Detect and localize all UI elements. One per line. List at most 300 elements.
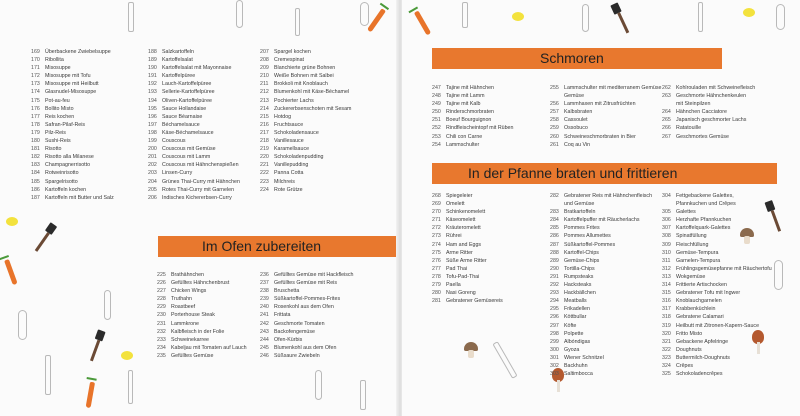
recipe-title: Kartoffeln kochen xyxy=(45,186,87,193)
page-number: 190 xyxy=(148,65,157,72)
recipe-title: Buttermilch-Doughnuts xyxy=(676,354,730,361)
index-entry xyxy=(260,161,351,169)
page-number: 274 xyxy=(432,241,441,248)
recipe-title: Lammhaxen mit Zitrusfrüchten xyxy=(564,101,636,108)
index-entry xyxy=(550,124,661,132)
recipe-title: Sauce Hollandaise xyxy=(162,105,207,112)
recipe-title: mit Steinpilzen xyxy=(676,101,711,108)
index-entry xyxy=(31,153,114,161)
index-entry xyxy=(432,289,503,297)
page-number: 185 xyxy=(31,178,40,185)
recipe-title: Salzkartoffeln xyxy=(162,49,194,55)
recipe-title: Spargelrisotto xyxy=(45,178,78,185)
page-number: 204 xyxy=(148,178,157,185)
recipe-title: Ratatouille xyxy=(676,125,702,132)
index-entry xyxy=(662,281,772,289)
index-entry xyxy=(432,133,513,141)
index-entry xyxy=(550,249,652,257)
recipe-title: Fruchtsauce xyxy=(274,121,304,128)
page-number: 218 xyxy=(260,138,269,145)
index-entry xyxy=(662,241,772,249)
page-number: 301 xyxy=(550,354,559,361)
page-number: 176 xyxy=(31,105,40,112)
index-entry xyxy=(157,320,247,328)
page-number: 266 xyxy=(662,125,671,132)
page-number: 277 xyxy=(432,265,441,272)
recipe-title: Tajine mit Hähnchen xyxy=(446,85,494,91)
page-number: 178 xyxy=(31,121,40,128)
page-number: 247 xyxy=(432,85,441,91)
recipe-title: Risotto xyxy=(45,146,62,153)
recipe-title: Frittierte Artischocken xyxy=(676,282,727,289)
page-number: 219 xyxy=(260,146,269,153)
index-entry xyxy=(662,289,772,297)
page-number: 250 xyxy=(432,109,441,116)
recipe-title: Schokoladencrêpes xyxy=(676,371,723,378)
page-number: 233 xyxy=(157,336,166,343)
lemon-icon xyxy=(6,217,18,226)
page-number: 249 xyxy=(432,101,441,108)
recipe-title: Pommes Allumettes xyxy=(564,233,611,240)
index-entry xyxy=(550,281,652,289)
index-entry xyxy=(260,64,351,72)
index-entry xyxy=(31,105,114,113)
page-number: 205 xyxy=(148,186,157,193)
recipe-title: Zuckererbsenschoten mit Sesam xyxy=(274,105,352,112)
recipe-title: Pilz-Reis xyxy=(45,129,66,136)
index-entry xyxy=(148,161,240,169)
index-entry xyxy=(662,124,755,132)
index-entry xyxy=(550,141,661,149)
page-number: 244 xyxy=(260,336,269,343)
index-entry xyxy=(31,113,114,121)
page-number: 245 xyxy=(260,344,269,351)
lemon-icon xyxy=(121,351,133,360)
index-entry xyxy=(662,354,772,362)
index-entry xyxy=(31,72,114,80)
index-entry xyxy=(550,232,652,240)
page-number: 234 xyxy=(157,344,166,351)
recipe-title: Käseomelett xyxy=(446,217,476,224)
page-number: 298 xyxy=(550,330,559,337)
recipe-title: Gebackene Apfelringe xyxy=(676,338,729,345)
page-number: 286 xyxy=(550,233,559,240)
index-entry xyxy=(31,88,114,96)
index-entry xyxy=(662,370,772,378)
index-entry xyxy=(550,338,652,346)
page-number: 223 xyxy=(260,178,269,185)
page-number: 307 xyxy=(662,225,671,232)
spoon-icon xyxy=(582,4,589,32)
index-entry xyxy=(550,370,652,378)
recipe-title: Lammkrone xyxy=(171,320,199,327)
recipe-title: Gebratener Tofu mit Ingwer xyxy=(676,290,741,297)
page-number: 323 xyxy=(662,354,671,361)
carrot-icon xyxy=(0,254,23,289)
recipe-title: Spinatfüllung xyxy=(676,233,707,240)
index-entry xyxy=(550,322,652,330)
whisk-icon xyxy=(774,260,783,290)
page-number: 281 xyxy=(432,298,441,305)
index-entry xyxy=(31,194,114,202)
index-entry xyxy=(260,178,351,186)
recipe-title: Schinkenomelett xyxy=(446,209,486,216)
index-entry xyxy=(662,313,772,321)
index-entry xyxy=(260,121,351,129)
index-column-2 xyxy=(148,48,240,202)
index-entry xyxy=(550,200,652,208)
page-number: 206 xyxy=(148,194,157,201)
knife-icon xyxy=(295,8,300,36)
index-entry xyxy=(148,129,240,137)
index-entry xyxy=(31,80,114,88)
index-entry xyxy=(432,92,513,100)
index-entry xyxy=(432,297,503,305)
index-entry xyxy=(260,336,353,344)
index-entry xyxy=(550,330,652,338)
recipe-title: Gefülltes Hähnchenbrust xyxy=(171,280,230,287)
recipe-title: Couscous mit Lamm xyxy=(162,154,211,161)
page-number: 255 xyxy=(550,85,559,91)
page-number: 179 xyxy=(31,129,40,136)
page-number: 170 xyxy=(31,57,40,64)
recipe-title: Wokgemüse xyxy=(676,273,706,280)
recipe-title: Karamellsauce xyxy=(274,146,310,153)
recipe-title: Roastbeef xyxy=(171,304,196,311)
index-entry xyxy=(432,273,503,281)
index-entry xyxy=(31,48,114,56)
page-number: 252 xyxy=(432,125,441,132)
index-entry xyxy=(260,328,353,336)
recipe-title: Garnelen-Tempura xyxy=(676,257,721,264)
index-entry xyxy=(550,257,652,265)
index-entry xyxy=(550,216,652,224)
recipe-title: Gebratene Calamari xyxy=(676,314,724,321)
left-page xyxy=(0,0,398,416)
recipe-title: Sauce Béarnaise xyxy=(162,113,203,120)
recipe-title: Arme Ritter xyxy=(446,249,473,256)
index-entry xyxy=(432,257,503,265)
recipe-title: Nasi Goreng xyxy=(446,290,476,297)
recipe-title: Bollito Misto xyxy=(45,105,74,112)
page-number: 300 xyxy=(550,346,559,353)
page-number: 295 xyxy=(550,306,559,313)
page-number xyxy=(662,200,676,208)
recipe-title: Geschmortes Gemüse xyxy=(676,133,729,140)
index-entry xyxy=(662,84,755,92)
page-number: 169 xyxy=(31,49,40,55)
index-column-oven-2 xyxy=(260,271,353,360)
page-number: 246 xyxy=(260,352,269,359)
spatula-icon xyxy=(31,222,59,256)
index-entry xyxy=(550,305,652,313)
recipe-title: Rinderschmorbraten xyxy=(446,109,494,116)
index-entry xyxy=(157,271,247,279)
index-entry xyxy=(260,72,351,80)
page-number: 207 xyxy=(260,49,269,55)
index-entry xyxy=(432,141,513,149)
index-entry xyxy=(260,352,353,360)
index-entry xyxy=(260,303,353,311)
recipe-title: und Gemüse xyxy=(564,201,595,208)
page-number: 243 xyxy=(260,328,269,335)
recipe-title: Geschmorte Tomaten xyxy=(274,320,325,327)
page-number: 290 xyxy=(550,265,559,272)
index-entry xyxy=(662,216,772,224)
index-entry xyxy=(662,92,755,100)
index-entry xyxy=(157,328,247,336)
recipe-title: Köttbullar xyxy=(564,314,587,321)
index-column-fry-3 xyxy=(662,192,772,378)
page-number: 241 xyxy=(260,312,269,319)
index-entry xyxy=(662,224,772,232)
page-number: 278 xyxy=(432,273,441,280)
recipe-title: Truthahn xyxy=(171,296,193,303)
fork-icon xyxy=(45,355,51,395)
page-number: 217 xyxy=(260,129,269,136)
index-entry xyxy=(662,116,755,124)
index-entry xyxy=(550,100,661,108)
index-entry xyxy=(157,336,247,344)
recipe-title: Pad Thai xyxy=(446,265,468,272)
page-number: 273 xyxy=(432,233,441,240)
recipe-title: Hähnchen Cacciatore xyxy=(676,109,727,116)
index-entry xyxy=(662,330,772,338)
recipe-title: Knoblauchgarnelen xyxy=(676,298,722,305)
page-number: 210 xyxy=(260,73,269,80)
page-number: 256 xyxy=(550,101,559,108)
page-number: 257 xyxy=(550,109,559,116)
page-number: 201 xyxy=(148,154,157,161)
recipe-title: Cremespinat xyxy=(274,57,305,64)
page-number: 221 xyxy=(260,162,269,169)
page-number xyxy=(550,92,564,100)
page-number: 215 xyxy=(260,113,269,120)
page-number: 238 xyxy=(260,288,269,295)
recipe-title: Albóndigas xyxy=(564,338,591,345)
page-number: 213 xyxy=(260,97,269,104)
index-entry xyxy=(432,84,513,92)
page-number: 282 xyxy=(550,193,559,199)
recipe-title: Tortilla-Chips xyxy=(564,265,595,272)
recipe-title: Süße Arme Ritter xyxy=(446,257,487,264)
page-number: 251 xyxy=(432,117,441,124)
index-entry xyxy=(550,84,661,92)
recipe-title: Misosuppe xyxy=(45,65,71,72)
index-entry xyxy=(260,105,351,113)
recipe-title: Blumenkohl mit Käse-Béchamel xyxy=(274,89,350,96)
index-entry xyxy=(148,97,240,105)
index-entry xyxy=(31,137,114,145)
page-number: 184 xyxy=(31,170,40,177)
index-entry xyxy=(662,100,755,108)
index-entry xyxy=(260,153,351,161)
index-entry xyxy=(432,108,513,116)
page-number: 270 xyxy=(432,209,441,216)
index-entry xyxy=(260,186,351,194)
recipe-title: Schokoladensauce xyxy=(274,129,319,136)
recipe-title: Boeuf Bourguignon xyxy=(446,117,492,124)
recipe-title: Bratkartoffeln xyxy=(564,209,596,216)
page-number: 308 xyxy=(662,233,671,240)
index-entry xyxy=(260,137,351,145)
index-entry xyxy=(148,64,240,72)
recipe-title: Köfte xyxy=(564,322,577,329)
index-entry xyxy=(157,279,247,287)
page-number: 193 xyxy=(148,89,157,96)
recipe-title: Glasnudel-Misosuppe xyxy=(45,89,97,96)
recipe-title: Coq au Vin xyxy=(564,141,591,148)
recipe-title: Gebratener Reis mit Hähnchenfleisch xyxy=(564,193,653,199)
page-number: 181 xyxy=(31,146,40,153)
page-number: 214 xyxy=(260,105,269,112)
recipe-title: Überbackene Zwiebelsuppe xyxy=(45,49,111,55)
recipe-title: Ribollita xyxy=(45,57,64,64)
index-column-fry-1 xyxy=(432,192,503,305)
page-number: 198 xyxy=(148,129,157,136)
recipe-title: Ham and Eggs xyxy=(446,241,482,248)
recipe-title: Gefülltes Gemüse xyxy=(171,352,214,359)
page-number: 195 xyxy=(148,105,157,112)
page-number: 272 xyxy=(432,225,441,232)
page-number: 188 xyxy=(148,49,157,55)
page-number: 222 xyxy=(260,170,269,177)
index-entry xyxy=(662,273,772,281)
index-entry xyxy=(31,129,114,137)
recipe-title: Lammschulter xyxy=(446,141,480,148)
fork-icon xyxy=(128,2,134,32)
index-entry xyxy=(432,241,503,249)
whisk-icon xyxy=(18,310,27,340)
section-title-fry: In der Pfanne braten und frittieren xyxy=(468,165,678,181)
index-entry xyxy=(662,338,772,346)
recipe-title: Spargel kochen xyxy=(274,49,311,55)
recipe-title: Kartoffelsalat xyxy=(162,57,193,64)
recipe-title: Kalbfleisch in der Folie xyxy=(171,328,225,335)
page-number: 224 xyxy=(260,186,269,193)
recipe-title: Vanillesauce xyxy=(274,138,304,145)
page-number: 189 xyxy=(148,57,157,64)
recipe-title: Pfannkuchen und Crêpes xyxy=(676,201,736,208)
index-entry xyxy=(148,178,240,186)
page-number: 192 xyxy=(148,81,157,88)
page-number: 236 xyxy=(260,272,269,278)
recipe-title: Backhuhn xyxy=(564,362,588,369)
recipe-title: Blumenkohl aus dem Ofen xyxy=(274,344,337,351)
recipe-title: Rote Grütze xyxy=(274,186,303,193)
page-number: 303 xyxy=(550,371,559,378)
index-entry xyxy=(550,273,652,281)
index-entry xyxy=(260,56,351,64)
index-entry xyxy=(157,311,247,319)
spoon-icon xyxy=(315,370,322,400)
recipe-title: Rosenkohl aus dem Ofen xyxy=(274,304,334,311)
index-entry xyxy=(432,265,503,273)
index-entry xyxy=(260,113,351,121)
index-entry xyxy=(157,295,247,303)
recipe-title: Indisches Kichererbsen-Curry xyxy=(162,194,232,201)
recipe-title: Fettgebackene Galettes, xyxy=(676,193,734,199)
page-number: 171 xyxy=(31,65,40,72)
page-number: 324 xyxy=(662,362,671,369)
recipe-title: Kräuteromelett xyxy=(446,225,481,232)
right-page xyxy=(402,0,800,416)
page-number: 242 xyxy=(260,320,269,327)
page-number: 187 xyxy=(31,194,40,201)
recipe-title: Tofu-Pad-Thai xyxy=(446,273,480,280)
page-number: 220 xyxy=(260,154,269,161)
page-number: 310 xyxy=(662,249,671,256)
recipe-title: Lammschulter mit mediterranem Gemüse xyxy=(564,85,662,91)
index-column-braise-3 xyxy=(662,84,755,141)
recipe-title: Oliven-Kartoffelpüree xyxy=(162,97,212,104)
page-number: 269 xyxy=(432,201,441,208)
index-entry xyxy=(662,257,772,265)
page-number: 321 xyxy=(662,338,671,345)
index-entry xyxy=(662,322,772,330)
index-entry xyxy=(148,105,240,113)
page-number: 248 xyxy=(432,93,441,100)
page-number: 296 xyxy=(550,314,559,321)
index-entry xyxy=(31,161,114,169)
page-number: 299 xyxy=(550,338,559,345)
page-number: 172 xyxy=(31,73,40,80)
recipe-title: Linsen-Curry xyxy=(162,170,193,177)
recipe-title: Milchreis xyxy=(274,178,295,185)
page-number: 196 xyxy=(148,113,157,120)
recipe-title: Wiener Schnitzel xyxy=(564,354,604,361)
index-entry xyxy=(662,192,772,200)
index-entry xyxy=(157,287,247,295)
page-number: 211 xyxy=(260,81,269,88)
index-column-oven-1 xyxy=(157,271,247,360)
recipe-title: Ossobuco xyxy=(564,125,588,132)
index-entry xyxy=(31,145,114,153)
lemon-icon xyxy=(743,8,755,17)
page-number: 209 xyxy=(260,65,269,72)
page-number: 265 xyxy=(662,117,671,124)
page-number xyxy=(550,200,564,208)
page-number: 202 xyxy=(148,162,157,169)
recipe-title: Porterhouse Steak xyxy=(171,312,215,319)
recipe-title: Fleischfüllung xyxy=(676,241,709,248)
page-number: 173 xyxy=(31,81,40,88)
page-number: 280 xyxy=(432,290,441,297)
recipe-title: Pochierter Lachs xyxy=(274,97,314,104)
index-entry xyxy=(260,344,353,352)
page-number: 180 xyxy=(31,138,40,145)
recipe-title: Grünes Thai-Curry mit Hähnchen xyxy=(162,178,240,185)
page-number: 260 xyxy=(550,133,559,140)
fork-icon xyxy=(360,380,366,410)
recipe-title: Frittata xyxy=(274,312,291,319)
index-entry xyxy=(260,279,353,287)
recipe-title: Weiße Bohnen mit Salbei xyxy=(274,73,334,80)
page-number: 322 xyxy=(662,346,671,353)
recipe-title: Kabeljau mit Tomaten auf Lauch xyxy=(171,344,247,351)
index-entry xyxy=(662,200,772,208)
index-entry xyxy=(148,153,240,161)
index-entry xyxy=(550,108,661,116)
lemon-icon xyxy=(512,12,524,21)
recipe-title: Crêpes xyxy=(676,362,694,369)
recipe-title: Béchamelsauce xyxy=(162,121,200,128)
recipe-title: Bruschetta xyxy=(274,288,300,295)
index-entry xyxy=(157,303,247,311)
recipe-title: Süßsaure Zwiebeln xyxy=(274,352,320,359)
index-entry xyxy=(662,232,772,240)
page-number: 267 xyxy=(662,133,671,140)
